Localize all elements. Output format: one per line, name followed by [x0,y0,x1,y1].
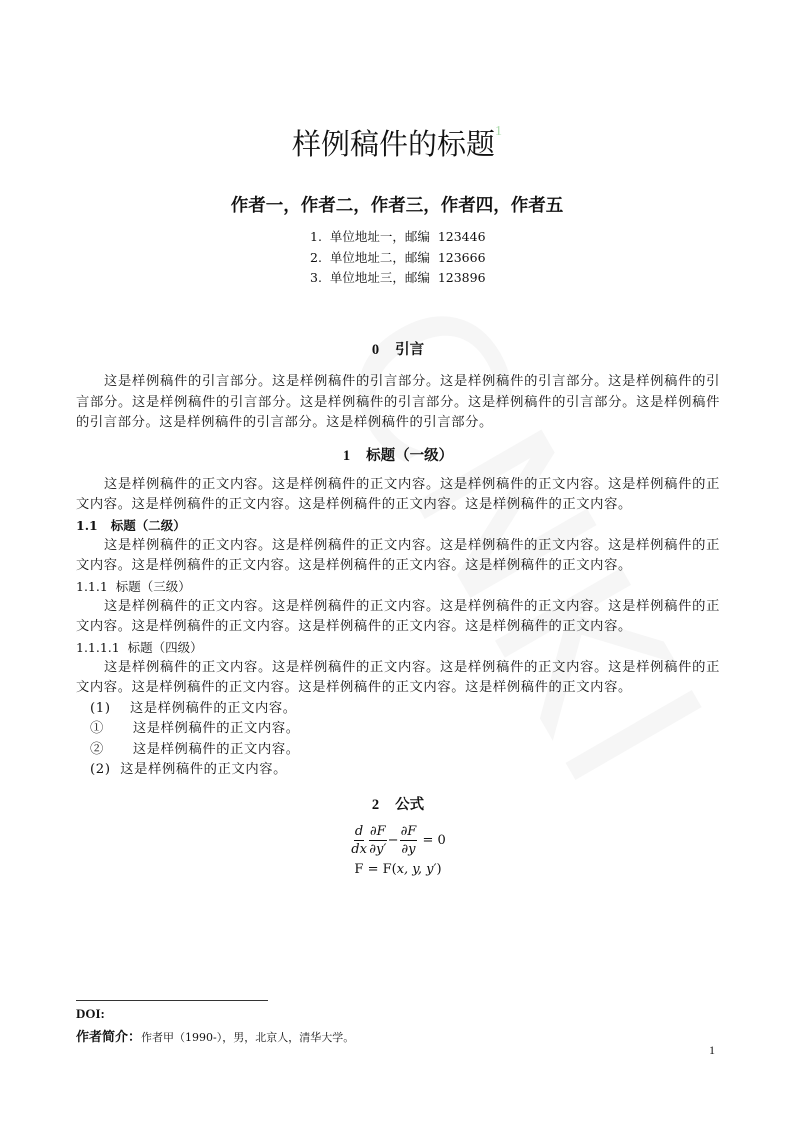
fraction: $\frac{\partial F}{\partial y}$ [400,823,417,857]
subsection-heading: 1.1 标题（二级） [76,517,186,533]
list-item: ① 这是样例稿件的正文内容。 [90,721,300,736]
section-title: 标题（一级） [366,446,454,464]
section-heading-0 [76,340,720,372]
affiliation: 2. 单位地址二，邮编 123666 [310,249,486,265]
fraction: $\frac{\partial F}{\partial y'}$ [369,823,387,857]
equation-euler-lagrange [76,823,720,858]
section-heading-2 [76,795,720,823]
page-number: 1 [709,1043,715,1057]
footnote-rule [76,1000,268,1001]
section-heading-1 [76,446,720,475]
paper-title [0,122,794,163]
author-list: 作者一，作者二，作者三，作者四，作者五 [230,196,564,216]
section-number: 2 [371,796,380,813]
section-title: 公式 [395,795,425,813]
affiliations [310,227,486,289]
paragraph: 这是样例稿件的引言部分。这是样例稿件的引言部分。这是样例稿件的引言部分。这是样例稿件的引言部分。这是样例稿件的引言部分。这是样例稿件的引言部分。这是样例稿件的引言部分。这是样例稿件的引言部分。这是样例稿件的引言部分。这是样例稿件的引言部分。 [76,374,720,430]
fraction: $\frac{d}{dx}$ [351,823,367,857]
subsubsection-heading: 1.1.1 标题（三级） [76,578,191,594]
equation-f: F = F(x, y, y′) [354,861,442,877]
bio-text: 作者甲（1990-），男，北京人，清华大学。 [141,1031,355,1044]
doi-label: DOI: [76,1006,105,1021]
paragraph: 这是样例稿件的正文内容。这是样例稿件的正文内容。这是样例稿件的正文内容。这是样例稿件的正文内容。这是样例稿件的正文内容。这是样例稿件的正文内容。这是样例稿件的正文内容。 [76,476,720,512]
paragraph: 这是样例稿件的正文内容。这是样例稿件的正文内容。这是样例稿件的正文内容。这是样例稿件的正文内容。这是样例稿件的正文内容。这是样例稿件的正文内容。这是样例稿件的正文内容。 [76,598,720,634]
title-text: 样例稿件的标题 [291,127,495,161]
paragraph: 这是样例稿件的正文内容。这是样例稿件的正文内容。这是样例稿件的正文内容。这是样例稿件的正文内容。这是样例稿件的正文内容。这是样例稿件的正文内容。这是样例稿件的正文内容。 [76,659,720,695]
list-item: (1) 这是样例稿件的正文内容。 [90,700,297,716]
section-number: 1 [342,447,351,464]
section-title: 引言 [395,341,425,358]
affiliation: 3. 单位地址三，邮编 123896 [310,270,486,286]
bio-label: 作者简介： [76,1030,142,1045]
equals-zero: = 0 [422,832,446,848]
body [76,340,720,880]
list-item: (2) 这是样例稿件的正文内容。 [90,762,288,777]
author-bio [76,1026,354,1045]
section-number: 0 [371,342,380,358]
minus: − [387,832,399,848]
affiliation: 1. 单位地址一，邮编 123446 [310,229,486,244]
paragraph-heading: 1.1.1.1 标题（四级） [76,639,203,655]
title-footnote-mark: 1 [495,124,502,139]
paragraph: 这是样例稿件的正文内容。这是样例稿件的正文内容。这是样例稿件的正文内容。这是样例稿件的正文内容。这是样例稿件的正文内容。这是样例稿件的正文内容。这是样例稿件的正文内容。 [76,537,720,573]
list-item: ② 这是样例稿件的正文内容。 [90,741,300,757]
